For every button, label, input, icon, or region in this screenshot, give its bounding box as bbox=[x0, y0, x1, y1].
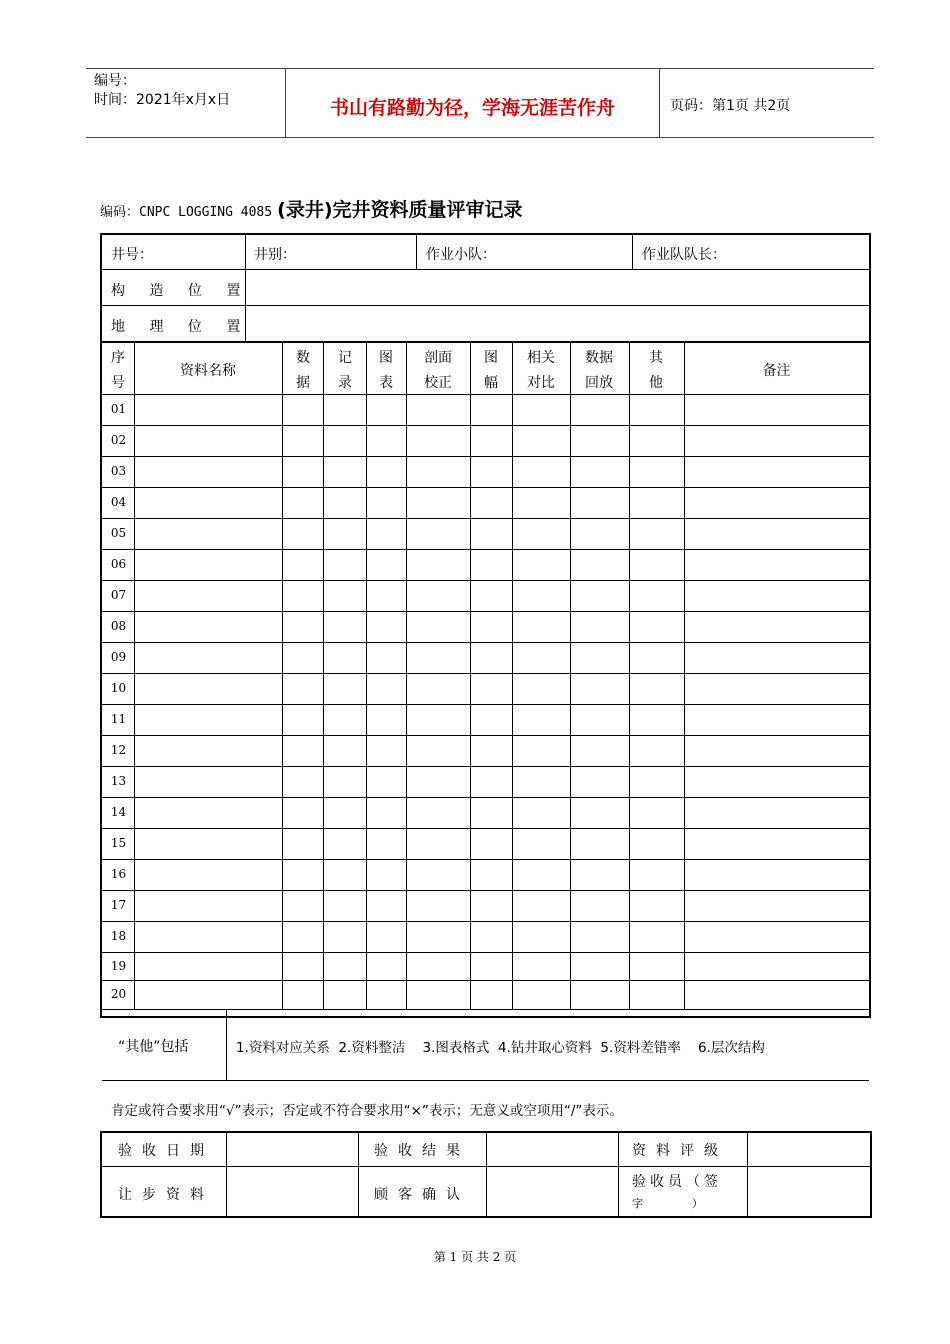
col-divider bbox=[684, 341, 685, 1009]
row-number: 08 bbox=[110, 619, 127, 633]
col-divider bbox=[486, 1133, 487, 1216]
row-divider bbox=[102, 642, 869, 643]
review-form-table bbox=[100, 233, 871, 1119]
col-header-frame: 图幅 bbox=[484, 350, 498, 391]
col-header-profile: 剖面校正 bbox=[424, 350, 452, 391]
col-divider bbox=[366, 341, 367, 1009]
row-divider bbox=[102, 952, 869, 953]
crew-label: 作业小队： bbox=[426, 247, 496, 263]
row-number: 03 bbox=[110, 464, 127, 478]
row-divider bbox=[102, 518, 869, 519]
data-rating-label: 资料评级 bbox=[632, 1143, 728, 1159]
row-divider bbox=[102, 425, 869, 426]
row-number: 04 bbox=[110, 495, 127, 509]
inspector-label: 验收员（签 bbox=[632, 1174, 722, 1190]
row-number: 17 bbox=[110, 898, 127, 912]
row-number: 16 bbox=[110, 867, 127, 881]
header-page-cell bbox=[660, 69, 874, 137]
row-number: 06 bbox=[110, 557, 127, 571]
row-divider bbox=[102, 704, 869, 705]
row-divider bbox=[102, 487, 869, 488]
row-divider bbox=[102, 828, 869, 829]
row-number: 12 bbox=[110, 743, 127, 757]
other-note-items: 1.资料对应关系 2.资料整洁 3.图表格式 4.钻井取心资料 5.资料差错率 6.层次结构 bbox=[236, 1040, 765, 1056]
acceptance-table bbox=[100, 1131, 872, 1218]
row-divider bbox=[102, 797, 869, 798]
row-number: 10 bbox=[110, 681, 127, 695]
col-divider bbox=[226, 1009, 227, 1080]
col-header-name: 资料名称 bbox=[180, 363, 236, 379]
col-divider bbox=[416, 235, 417, 269]
row-divider bbox=[102, 890, 869, 891]
page-header bbox=[86, 68, 874, 138]
row-divider bbox=[102, 456, 869, 457]
well-number-label: 井号： bbox=[111, 247, 153, 263]
inspector-signature-hint: 字 ） bbox=[632, 1197, 703, 1210]
row-number: 09 bbox=[110, 650, 127, 664]
other-note-label: “其他”包括 bbox=[118, 1039, 189, 1055]
legend-note: 肯定或符合要求用“√”表示；否定或不符合要求用“×”表示；无意义或空项用“/”表示。 bbox=[111, 1103, 623, 1119]
acceptance-result-label: 验收结果 bbox=[374, 1143, 470, 1159]
row-divider bbox=[102, 921, 869, 922]
row-number: 05 bbox=[110, 526, 127, 540]
concession-label: 让步资料 bbox=[118, 1187, 214, 1203]
row-divider bbox=[102, 766, 869, 767]
col-divider bbox=[226, 1133, 227, 1216]
col-divider bbox=[629, 341, 630, 1009]
page-number-label: 页码：第1页 共2页 bbox=[670, 98, 791, 114]
doc-time-label: 时间：2021年x月x日 bbox=[94, 92, 231, 108]
col-divider bbox=[323, 341, 324, 1009]
row-number: 15 bbox=[110, 836, 127, 850]
col-divider bbox=[358, 1133, 359, 1216]
col-header-chart: 图表 bbox=[379, 350, 393, 391]
row-divider bbox=[102, 1080, 869, 1081]
row-number: 07 bbox=[110, 588, 127, 602]
row-number: 19 bbox=[110, 959, 127, 973]
geo-position-label: 地 理 位 置 bbox=[111, 319, 251, 335]
acceptance-date-label: 验收日期 bbox=[118, 1143, 214, 1159]
document-title-row bbox=[100, 195, 880, 225]
col-header-remarks: 备注 bbox=[762, 363, 791, 379]
row-number: 11 bbox=[110, 712, 127, 726]
col-divider bbox=[470, 341, 471, 1009]
row-divider bbox=[102, 549, 869, 550]
header-motto-cell bbox=[286, 69, 660, 137]
col-divider bbox=[747, 1133, 748, 1216]
row-number: 14 bbox=[110, 805, 127, 819]
row-number: 18 bbox=[110, 929, 127, 943]
row-number: 01 bbox=[110, 402, 127, 416]
row-number: 02 bbox=[110, 433, 127, 447]
col-header-correlation: 相关对比 bbox=[527, 350, 555, 391]
doc-number-label: 编号： bbox=[94, 73, 136, 89]
header-info-cell bbox=[86, 69, 286, 137]
row-divider bbox=[102, 341, 869, 343]
col-divider bbox=[512, 341, 513, 1009]
crew-leader-label: 作业队队长： bbox=[642, 247, 726, 263]
row-divider bbox=[102, 580, 869, 581]
row-divider bbox=[102, 305, 869, 306]
document-code: 编码：CNPC LOGGING 4085 bbox=[100, 205, 273, 220]
row-divider bbox=[102, 673, 869, 674]
row-divider bbox=[102, 269, 869, 270]
col-header-record: 记录 bbox=[338, 350, 352, 391]
motto-text: 书山有路勤为径，学海无涯苦作舟 bbox=[329, 97, 615, 119]
row-number: 20 bbox=[110, 987, 127, 1001]
col-header-seq: 序号 bbox=[111, 350, 125, 391]
col-divider bbox=[570, 341, 571, 1009]
row-divider bbox=[102, 1009, 869, 1010]
row-divider bbox=[102, 859, 869, 860]
row-divider bbox=[102, 611, 869, 612]
page-footer: 第 1 页 共 2 页 bbox=[433, 1250, 517, 1264]
col-divider bbox=[282, 341, 283, 1009]
row-divider bbox=[102, 735, 869, 736]
col-header-playback: 数据回放 bbox=[585, 350, 613, 391]
document-title: (录井)完井资料质量评审记录 bbox=[277, 199, 523, 221]
col-divider bbox=[245, 235, 246, 269]
row-number: 13 bbox=[110, 774, 127, 788]
structure-position-label: 构 造 位 置 bbox=[111, 283, 251, 299]
col-header-other: 其他 bbox=[649, 350, 663, 391]
col-header-data: 数据 bbox=[296, 350, 310, 391]
col-divider bbox=[406, 341, 407, 1009]
client-confirm-label: 顾客确认 bbox=[374, 1187, 470, 1203]
well-type-label: 井别： bbox=[254, 247, 296, 263]
col-divider bbox=[618, 1133, 619, 1216]
col-divider bbox=[632, 235, 633, 269]
row-divider bbox=[102, 980, 869, 981]
